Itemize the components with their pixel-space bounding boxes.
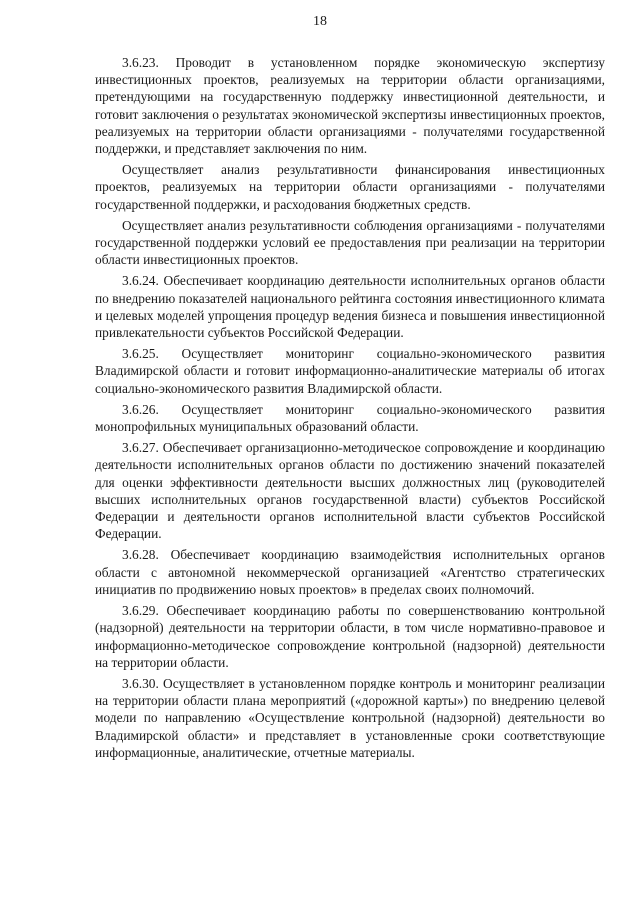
paragraph-analysis-compliance: Осуществляет анализ результативности соблюдения организациями - получателями государственной поддержки условий ее предоставления при реализации на территории области инвестиционных проектов. [95,217,605,268]
paragraph-3-6-25: 3.6.25. Осуществляет мониторинг социально-экономического развития Владимирской области и готовит информационно-аналитические материалы об итогах социально-экономического развития Владимирской области. [95,346,605,396]
paragraph-3-6-28: 3.6.28. Обеспечивает координацию взаимодействия исполнительных органов области с автономной некоммерческой организацией «Агентство стратегических инициатив по продвижению новых проектов» в пределах своих полномочий. [95,547,605,597]
paragraph-3-6-27: 3.6.27. Обеспечивает организационно-методическое сопровождение и координацию деятельности исполнительных органов области по достижению значений показателей для оценки эффективности деятельности высших должностных лиц (руководителей высших исполнительных органов государственной власти) субъектов Российской Федерации и деятельности органов исполнительной власти субъектов Российской Федерации. [95,440,605,542]
page-number: 18 [313,14,327,29]
paragraph-3-6-29: 3.6.29. Обеспечивает координацию работы по совершенствованию контрольной (надзорной) деятельности на территории области, в том числе нормативно-правовое и информационно-методическое сопровождение контрольной (надзорной) деятельности на территории области. [95,603,605,670]
paragraph-3-6-30: 3.6.30. Осуществляет в установленном порядке контроль и мониторинг реализации на территории области плана мероприятий («дорожной карты») по внедрению целевой модели по направлению «Осуществление контрольной (надзорной) деятельности во Владимирской области» и представляет в установленные сроки соответствующие информационные, аналитические, отчетные материалы. [95,675,605,760]
paragraph-3-6-23: 3.6.23. Проводит в установленном порядке экономическую экспертизу инвестиционных проектов, реализуемых на территории области организациями, претендующими на государственную поддержку инвестиционной деятельности, и готовит заключения о результатах экономической экспертизы инвестиционных проектов, реализуемых на территории области организациями - получателями государственной поддержки, и представляет заключения по ним. [95,55,605,157]
paragraph-3-6-24: 3.6.24. Обеспечивает координацию деятельности исполнительных органов области по внедрению показателей национального рейтинга состояния инвестиционного климата и целевых моделей упрощения процедур ведения бизнеса и повышения инвестиционной привлекательности субъектов Российской Федерации. [95,273,605,341]
paragraph-3-6-26: 3.6.26. Осуществляет мониторинг социально-экономического развития монопрофильных муниципальных образований области. [95,401,605,435]
document-body [95,54,605,765]
paragraph-analysis-financing: Осуществляет анализ результативности финансирования инвестиционных проектов, реализуемых на территории области организациями - получателями государственной поддержки, и расходования бюджетных средств. [95,162,605,212]
